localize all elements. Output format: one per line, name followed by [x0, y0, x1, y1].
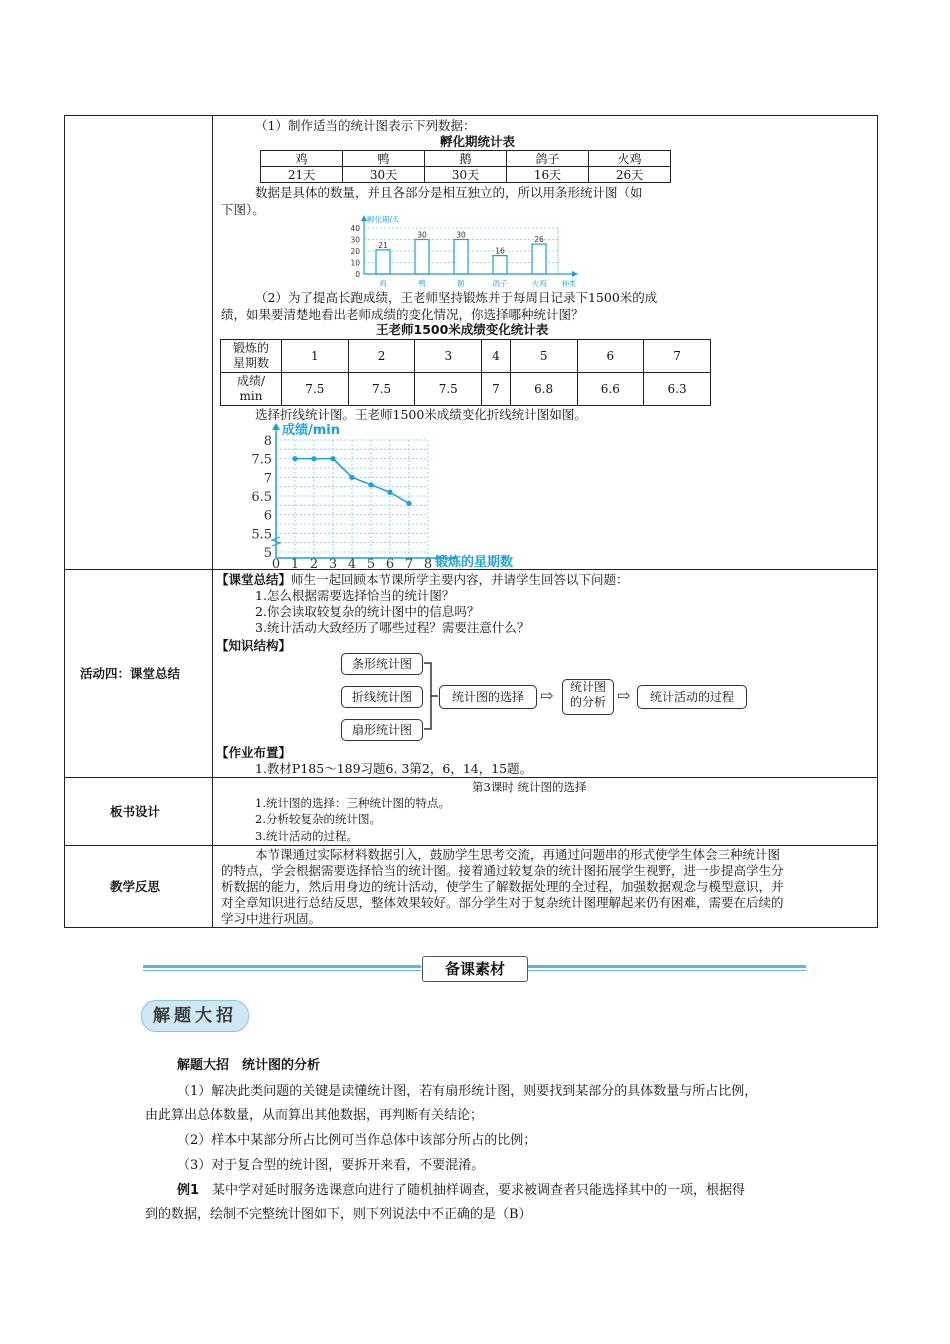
- bar-x-label: 种类: [562, 280, 576, 288]
- material-p3: （3）对于复合型的统计图，要拆开来看，不要混淆。: [177, 1158, 485, 1173]
- part2-intro-2: 绩，如果要清楚地看出老师成绩的变化情况，你选择哪种统计图？: [221, 307, 584, 322]
- bar-category-label: 鸭: [418, 279, 426, 288]
- score-value-cell: 6.3: [644, 373, 711, 406]
- line-x-tick: 6: [385, 557, 395, 570]
- line-y-tick: 7: [263, 471, 272, 487]
- analysis-line-1: 统计图: [569, 680, 606, 694]
- summary-text: 师生一起回顾本节课所学主要内容，并请学生回答以下问题：: [291, 572, 629, 587]
- banner-line-left: [143, 965, 421, 968]
- reflection-line: 的特点，学会根据需要选择恰当的统计图。接着通过较复杂的统计图拓展学生视野，进一步提高学生分: [221, 863, 784, 878]
- hatch-header: 鸡: [261, 151, 343, 167]
- table-column-divider: [212, 115, 213, 928]
- example-label: 例1: [177, 1183, 200, 1198]
- line-y-arrow-icon: [272, 423, 280, 430]
- banner-line-left-thin: [143, 970, 421, 971]
- line-y-tick: 6.5: [251, 489, 272, 505]
- homework-tag: 【作业布置】: [216, 745, 292, 760]
- bar-x-arrow-icon: [572, 271, 578, 277]
- hatching-table: [260, 150, 671, 183]
- bar-data-label: 30: [456, 230, 466, 240]
- bar-data-label: 26: [534, 235, 544, 245]
- line-x-tick: 8: [423, 557, 433, 570]
- hatching-table-title: 孵化期统计表: [440, 134, 516, 149]
- line-y-label: 成绩/min: [282, 423, 341, 438]
- brace-connector: [423, 660, 439, 732]
- axis-break-icon: [272, 537, 280, 546]
- score-week-cell: 7: [644, 340, 711, 373]
- board-line-2: 2.分析较复杂的统计图。: [255, 812, 381, 826]
- table-border-bottom: [64, 927, 878, 928]
- banner-title: 备课素材: [422, 956, 528, 982]
- bar-y-tick: 30: [350, 235, 360, 245]
- bar-data-label: 30: [417, 230, 427, 240]
- score-week-cell: 4: [482, 340, 511, 373]
- line-x-label: 锻炼的星期数: [435, 555, 514, 570]
- material-p1a: （1）解决此类问题的关键是读懂统计图，若有扇形统计图，则要找到某部分的具体数量与所占比例，: [177, 1084, 758, 1099]
- hatch-value: 26天: [589, 167, 671, 183]
- bar-category-label: 鸽子: [492, 279, 508, 288]
- hatch-header: 火鸡: [589, 151, 671, 167]
- score-value-cell: 7.5: [282, 373, 349, 406]
- row-divider-3: [64, 845, 878, 846]
- hatch-value: 30天: [425, 167, 507, 183]
- reflection-label: 教学反思: [110, 879, 161, 894]
- box-pie-chart: 扇形统计图: [341, 719, 423, 741]
- summary-tag: 【课堂总结】: [216, 572, 292, 587]
- reflection-line: 析数据的能力，然后用身边的统计活动，使学生了解数据处理的全过程，加强数据观念与模型意识，并: [221, 879, 784, 894]
- material-subtitle: 解题大招 统计图的分析: [177, 1058, 321, 1073]
- material-p1b: 由此算出总体数量，从而算出其他数据，再判断有关结论；: [145, 1108, 484, 1123]
- box-line-chart: 折线统计图: [341, 686, 423, 708]
- part2-intro-1: （2）为了提高长跑成绩，王老师坚持锻炼并于每周日记录下1500米的成: [255, 290, 658, 305]
- row-divider-2: [64, 777, 878, 778]
- table-border-top: [64, 115, 878, 116]
- score-week-cell: 5: [510, 340, 577, 373]
- bar-data-label: 16: [495, 246, 505, 256]
- line-x-tick: 0: [271, 557, 281, 570]
- hatching-bar-chart: [340, 212, 590, 292]
- bar-3: [493, 256, 507, 274]
- table-border-left: [64, 115, 65, 928]
- score-row1-label: [221, 340, 282, 373]
- score-value-cell: 6.6: [577, 373, 644, 406]
- banner-line-right: [528, 965, 806, 968]
- bar-y-label: 孵化期/天: [367, 215, 400, 224]
- line-x-tick: 5: [366, 557, 376, 570]
- line-x-tick: 1: [290, 557, 300, 570]
- row1-label-a: 锻炼的: [232, 341, 269, 355]
- bar-category-label: 鹅: [457, 279, 465, 288]
- homework-text: 1.教材P185～189习题6. 3第2，6，14，15题。: [255, 761, 533, 776]
- score-point: [387, 490, 392, 495]
- board-label: 板书设计: [110, 804, 161, 819]
- activity4-label: 活动四：课堂总结: [80, 666, 181, 681]
- hatch-value: 30天: [343, 167, 425, 183]
- line-x-tick: 4: [347, 557, 357, 570]
- arrow-right-icon: ⇨: [540, 686, 554, 705]
- box-choose-chart: 统计图的选择: [439, 685, 537, 709]
- material-p2: （2）样本中某部分所占比例可当作总体中该部分所占的比例；: [177, 1133, 537, 1148]
- reflection-line: 对全章知识进行总结反思，整体效果较好。部分学生对于复杂统计图理解起来仍有困难，需要在后续的: [221, 895, 784, 910]
- board-line-3: 3.统计活动的过程。: [255, 829, 358, 843]
- line-y-tick: 7.5: [251, 452, 272, 468]
- line-y-tick: 5.5: [251, 527, 272, 543]
- part1-explain-2: 下图）。: [221, 202, 265, 217]
- score-week-cell: 2: [348, 340, 415, 373]
- score-point: [292, 456, 297, 461]
- hatch-value: 21天: [261, 167, 343, 183]
- score-point: [330, 456, 335, 461]
- summary-q2: 2.你会读取较复杂的统计图中的信息吗？: [255, 604, 480, 619]
- analysis-line-2: 的分析: [569, 695, 606, 709]
- banner-line-right-thin: [528, 970, 806, 971]
- score-point: [311, 456, 316, 461]
- box-bar-chart: 条形统计图: [341, 653, 423, 675]
- bar-0: [376, 250, 390, 274]
- box-chart-analysis: [562, 679, 614, 715]
- example-text-a: 某中学对延时服务选课意向进行了随机抽样调查，要求被调查者只能选择其中的一项，根据得: [199, 1183, 746, 1198]
- board-title: 第3课时 统计图的选择: [472, 780, 587, 794]
- bar-2: [454, 240, 468, 275]
- board-line-1: 1.统计图的选择：三种统计图的特点。: [255, 796, 450, 810]
- score-table: [220, 339, 711, 406]
- bar-1: [415, 240, 429, 275]
- bar-4: [532, 244, 546, 274]
- bar-y-tick: 0: [355, 270, 360, 279]
- score-value-cell: 6.8: [510, 373, 577, 406]
- score-point: [368, 482, 373, 487]
- score-table-title: 王老师1500米成绩变化统计表: [376, 322, 549, 337]
- score-value-cell: 7: [482, 373, 511, 406]
- row2-label-b: min: [239, 389, 263, 403]
- reflection-line: 学习中进行巩固。: [221, 911, 322, 926]
- summary-line: [216, 572, 629, 588]
- hatch-header: 鹅: [425, 151, 507, 167]
- bar-y-tick: 10: [350, 258, 360, 268]
- score-week-cell: 6: [577, 340, 644, 373]
- example-line-a: [177, 1183, 745, 1199]
- score-line-chart: [248, 420, 548, 570]
- line-y-tick: 8: [263, 434, 272, 449]
- row2-label-a: 成绩/: [236, 374, 266, 388]
- part1-intro: （1）制作适当的统计图表示下列数据：: [255, 118, 476, 133]
- bar-data-label: 21: [378, 240, 388, 250]
- row1-label-b: 星期数: [232, 356, 269, 370]
- line-y-tick: 6: [263, 508, 272, 524]
- table-border-right: [877, 115, 878, 928]
- example-line-b: 到的数据，绘制不完整统计图如下，则下列说法中不正确的是（B）: [145, 1207, 532, 1222]
- reflection-line: 本节课通过实际材料数据引入，鼓励学生思考交流，再通过问题串的形式使学生体会三种统计图: [255, 847, 781, 862]
- badge-title: 解题大招: [141, 1000, 249, 1032]
- hatch-value: 16天: [507, 167, 589, 183]
- line-x-tick: 7: [404, 557, 414, 570]
- arrow-right-icon: ⇨: [617, 686, 631, 705]
- score-week-cell: 1: [282, 340, 349, 373]
- part2-answer: 选择折线统计图。王老师1500米成绩变化折线统计图如图。: [255, 407, 587, 422]
- hatch-header: 鸭: [343, 151, 425, 167]
- bar-category-label: 火鸡: [531, 279, 547, 288]
- line-x-tick: 3: [328, 557, 338, 570]
- box-stat-process: 统计活动的过程: [637, 685, 747, 709]
- score-row2-label: [221, 373, 282, 406]
- bar-y-tick: 20: [350, 247, 360, 256]
- score-point: [406, 501, 411, 506]
- score-week-cell: 3: [415, 340, 482, 373]
- line-x-tick: 2: [309, 557, 319, 570]
- bar-y-tick: 40: [350, 224, 360, 233]
- bar-category-label: 鸡: [379, 279, 387, 288]
- score-point: [349, 475, 354, 480]
- part1-explain-1: 数据是具体的数量，并且各部分是相互独立的，所以用条形统计图（如: [255, 185, 643, 200]
- score-value-cell: 7.5: [415, 373, 482, 406]
- line-y-tick: 5: [263, 545, 272, 561]
- summary-q3: 3.统计活动大致经历了哪些过程？需要注意什么？: [255, 620, 530, 635]
- score-value-cell: 7.5: [348, 373, 415, 406]
- summary-q1: 1.怎么根据需要选择恰当的统计图？: [255, 588, 455, 603]
- structure-tag: 【知识结构】: [216, 638, 292, 653]
- hatch-header: 鸽子: [507, 151, 589, 167]
